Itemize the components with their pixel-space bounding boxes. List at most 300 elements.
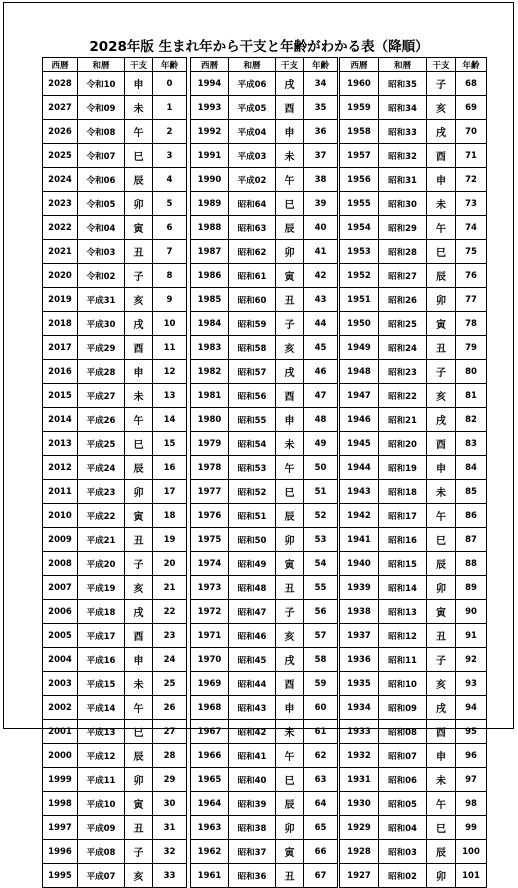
japanese-era-cell: 昭和61: [229, 264, 276, 288]
japanese-era-cell: 平成05: [229, 96, 276, 120]
header-japanese-era: 和暦: [229, 58, 276, 72]
age-cell: 59: [304, 672, 338, 696]
japanese-era-cell: 昭和62: [229, 240, 276, 264]
zodiac-cell: 亥: [427, 672, 456, 696]
table-header-row: [43, 58, 187, 72]
japanese-era-cell: 平成10: [78, 792, 125, 816]
age-cell: 11: [153, 336, 187, 360]
table-row: [191, 96, 338, 120]
table-row: [43, 96, 187, 120]
age-cell: 69: [456, 96, 487, 120]
japanese-era-cell: 平成14: [78, 696, 125, 720]
zodiac-cell: 丑: [125, 816, 153, 840]
age-cell: 76: [456, 264, 487, 288]
age-cell: 83: [456, 432, 487, 456]
western-year-cell: 1999: [43, 768, 78, 792]
table-row: [191, 240, 338, 264]
japanese-era-cell: 昭和23: [379, 360, 427, 384]
western-year-cell: 2028: [43, 72, 78, 96]
western-year-cell: 1996: [43, 840, 78, 864]
zodiac-cell: 酉: [125, 336, 153, 360]
western-year-cell: 1956: [340, 168, 379, 192]
zodiac-cell: 戌: [427, 408, 456, 432]
western-year-cell: 1941: [340, 528, 379, 552]
western-year-cell: 1935: [340, 672, 379, 696]
age-cell: 75: [456, 240, 487, 264]
zodiac-cell: 丑: [427, 336, 456, 360]
age-cell: 62: [304, 744, 338, 768]
zodiac-cell: 寅: [427, 600, 456, 624]
zodiac-cell: 巳: [427, 528, 456, 552]
western-year-cell: 1950: [340, 312, 379, 336]
table-row: [191, 288, 338, 312]
age-cell: 97: [456, 768, 487, 792]
western-year-cell: 1955: [340, 192, 379, 216]
age-cell: 81: [456, 384, 487, 408]
western-year-cell: 2006: [43, 600, 78, 624]
western-year-cell: 1942: [340, 504, 379, 528]
zodiac-cell: 未: [125, 384, 153, 408]
zodiac-cell: 寅: [276, 840, 304, 864]
table-row: [340, 744, 487, 768]
header-age: 年齢: [304, 58, 338, 72]
age-table-column-2: [190, 57, 338, 888]
table-row: [43, 744, 187, 768]
western-year-cell: 2021: [43, 240, 78, 264]
age-cell: 94: [456, 696, 487, 720]
table-row: [191, 552, 338, 576]
table-row: [191, 192, 338, 216]
japanese-era-cell: 昭和44: [229, 672, 276, 696]
japanese-era-cell: 昭和59: [229, 312, 276, 336]
japanese-era-cell: 平成23: [78, 480, 125, 504]
zodiac-cell: 丑: [125, 240, 153, 264]
japanese-era-cell: 昭和27: [379, 264, 427, 288]
japanese-era-cell: 昭和17: [379, 504, 427, 528]
japanese-era-cell: 昭和51: [229, 504, 276, 528]
western-year-cell: 2010: [43, 504, 78, 528]
japanese-era-cell: 昭和55: [229, 408, 276, 432]
japanese-era-cell: 令和04: [78, 216, 125, 240]
table-row: [43, 696, 187, 720]
age-cell: 84: [456, 456, 487, 480]
zodiac-cell: 巳: [276, 480, 304, 504]
zodiac-cell: 戌: [427, 120, 456, 144]
japanese-era-cell: 昭和13: [379, 600, 427, 624]
western-year-cell: 2027: [43, 96, 78, 120]
zodiac-cell: 辰: [125, 168, 153, 192]
header-zodiac: 干支: [276, 58, 304, 72]
table-row: [191, 624, 338, 648]
western-year-cell: 1931: [340, 768, 379, 792]
table-row: [43, 168, 187, 192]
zodiac-cell: 酉: [276, 96, 304, 120]
western-year-cell: 2011: [43, 480, 78, 504]
zodiac-cell: 亥: [125, 288, 153, 312]
table-row: [191, 816, 338, 840]
table-row: [340, 504, 487, 528]
table-row: [191, 456, 338, 480]
japanese-era-cell: 昭和39: [229, 792, 276, 816]
western-year-cell: 1961: [191, 864, 229, 888]
zodiac-cell: 酉: [427, 144, 456, 168]
zodiac-cell: 卯: [427, 864, 456, 888]
table-row: [43, 408, 187, 432]
western-year-cell: 1933: [340, 720, 379, 744]
zodiac-cell: 午: [125, 120, 153, 144]
age-cell: 48: [304, 408, 338, 432]
age-cell: 6: [153, 216, 187, 240]
table-row: [340, 336, 487, 360]
table-row: [43, 864, 187, 888]
table-row: [43, 72, 187, 96]
western-year-cell: 1954: [340, 216, 379, 240]
japanese-era-cell: 令和10: [78, 72, 125, 96]
zodiac-cell: 寅: [125, 504, 153, 528]
western-year-cell: 1946: [340, 408, 379, 432]
header-japanese-era: 和暦: [78, 58, 125, 72]
zodiac-cell: 卯: [276, 528, 304, 552]
age-cell: 60: [304, 696, 338, 720]
age-cell: 63: [304, 768, 338, 792]
western-year-cell: 1967: [191, 720, 229, 744]
japanese-era-cell: 昭和50: [229, 528, 276, 552]
western-year-cell: 2017: [43, 336, 78, 360]
table-row: [191, 312, 338, 336]
age-cell: 56: [304, 600, 338, 624]
age-cell: 101: [456, 864, 487, 888]
zodiac-cell: 辰: [125, 744, 153, 768]
zodiac-cell: 子: [427, 648, 456, 672]
western-year-cell: 1985: [191, 288, 229, 312]
western-year-cell: 1991: [191, 144, 229, 168]
zodiac-cell: 丑: [427, 624, 456, 648]
age-table-column-3: [339, 57, 487, 888]
zodiac-cell: 辰: [125, 456, 153, 480]
table-row: [43, 336, 187, 360]
header-zodiac: 干支: [427, 58, 456, 72]
western-year-cell: 2012: [43, 456, 78, 480]
age-cell: 17: [153, 480, 187, 504]
japanese-era-cell: 昭和07: [379, 744, 427, 768]
table-row: [340, 624, 487, 648]
western-year-cell: 1983: [191, 336, 229, 360]
zodiac-cell: 亥: [276, 336, 304, 360]
western-year-cell: 2022: [43, 216, 78, 240]
japanese-era-cell: 平成21: [78, 528, 125, 552]
table-row: [340, 432, 487, 456]
age-cell: 25: [153, 672, 187, 696]
western-year-cell: 2000: [43, 744, 78, 768]
table-row: [191, 384, 338, 408]
age-cell: 14: [153, 408, 187, 432]
japanese-era-cell: 昭和46: [229, 624, 276, 648]
table-row: [191, 480, 338, 504]
western-year-cell: 1978: [191, 456, 229, 480]
age-cell: 77: [456, 288, 487, 312]
japanese-era-cell: 平成20: [78, 552, 125, 576]
table-row: [43, 192, 187, 216]
table-row: [43, 216, 187, 240]
table-row: [340, 96, 487, 120]
table-row: [191, 528, 338, 552]
zodiac-cell: 午: [427, 504, 456, 528]
japanese-era-cell: 昭和18: [379, 480, 427, 504]
age-cell: 72: [456, 168, 487, 192]
zodiac-cell: 卯: [427, 288, 456, 312]
table-row: [191, 672, 338, 696]
header-western-year: 西暦: [340, 58, 379, 72]
table-row: [191, 144, 338, 168]
western-year-cell: 2026: [43, 120, 78, 144]
western-year-cell: 1932: [340, 744, 379, 768]
western-year-cell: 2007: [43, 576, 78, 600]
age-cell: 24: [153, 648, 187, 672]
zodiac-cell: 酉: [125, 624, 153, 648]
western-year-cell: 1975: [191, 528, 229, 552]
western-year-cell: 1970: [191, 648, 229, 672]
japanese-era-cell: 平成19: [78, 576, 125, 600]
table-row: [43, 768, 187, 792]
table-row: [43, 528, 187, 552]
japanese-era-cell: 昭和54: [229, 432, 276, 456]
japanese-era-cell: 平成18: [78, 600, 125, 624]
western-year-cell: 1968: [191, 696, 229, 720]
zodiac-cell: 子: [427, 360, 456, 384]
age-cell: 52: [304, 504, 338, 528]
table-row: [340, 456, 487, 480]
age-cell: 78: [456, 312, 487, 336]
zodiac-cell: 申: [427, 456, 456, 480]
table-row: [191, 648, 338, 672]
zodiac-cell: 酉: [276, 384, 304, 408]
age-cell: 66: [304, 840, 338, 864]
table-row: [340, 552, 487, 576]
table-row: [340, 216, 487, 240]
table-row: [191, 360, 338, 384]
table-row: [340, 288, 487, 312]
table-row: [191, 336, 338, 360]
age-cell: 7: [153, 240, 187, 264]
zodiac-cell: 申: [276, 120, 304, 144]
japanese-era-cell: 昭和56: [229, 384, 276, 408]
table-row: [43, 456, 187, 480]
japanese-era-cell: 令和07: [78, 144, 125, 168]
western-year-cell: 2003: [43, 672, 78, 696]
age-cell: 85: [456, 480, 487, 504]
western-year-cell: 2014: [43, 408, 78, 432]
western-year-cell: 1997: [43, 816, 78, 840]
japanese-era-cell: 昭和43: [229, 696, 276, 720]
japanese-era-cell: 昭和09: [379, 696, 427, 720]
western-year-cell: 2025: [43, 144, 78, 168]
table-row: [191, 840, 338, 864]
age-cell: 10: [153, 312, 187, 336]
western-year-cell: 1998: [43, 792, 78, 816]
age-cell: 37: [304, 144, 338, 168]
table-row: [43, 600, 187, 624]
western-year-cell: 1952: [340, 264, 379, 288]
japanese-era-cell: 令和03: [78, 240, 125, 264]
japanese-era-cell: 昭和63: [229, 216, 276, 240]
japanese-era-cell: 昭和52: [229, 480, 276, 504]
age-cell: 33: [153, 864, 187, 888]
zodiac-cell: 午: [276, 168, 304, 192]
zodiac-cell: 巳: [125, 144, 153, 168]
japanese-era-cell: 昭和25: [379, 312, 427, 336]
age-cell: 86: [456, 504, 487, 528]
japanese-era-cell: 平成16: [78, 648, 125, 672]
age-cell: 38: [304, 168, 338, 192]
age-cell: 26: [153, 696, 187, 720]
table-row: [191, 264, 338, 288]
age-cell: 12: [153, 360, 187, 384]
table-row: [191, 600, 338, 624]
zodiac-cell: 寅: [276, 264, 304, 288]
table-row: [43, 816, 187, 840]
zodiac-cell: 卯: [276, 816, 304, 840]
zodiac-cell: 午: [276, 456, 304, 480]
japanese-era-cell: 平成31: [78, 288, 125, 312]
table-row: [340, 576, 487, 600]
western-year-cell: 1982: [191, 360, 229, 384]
western-year-cell: 1992: [191, 120, 229, 144]
western-year-cell: 1963: [191, 816, 229, 840]
western-year-cell: 1989: [191, 192, 229, 216]
japanese-era-cell: 昭和05: [379, 792, 427, 816]
zodiac-cell: 巳: [125, 720, 153, 744]
table-row: [43, 384, 187, 408]
zodiac-cell: 未: [125, 672, 153, 696]
table-row: [191, 792, 338, 816]
age-cell: 55: [304, 576, 338, 600]
zodiac-cell: 子: [125, 264, 153, 288]
age-cell: 27: [153, 720, 187, 744]
age-cell: 99: [456, 816, 487, 840]
western-year-cell: 1940: [340, 552, 379, 576]
zodiac-cell: 午: [125, 408, 153, 432]
japanese-era-cell: 平成29: [78, 336, 125, 360]
japanese-era-cell: 昭和04: [379, 816, 427, 840]
japanese-era-cell: 昭和33: [379, 120, 427, 144]
japanese-era-cell: 昭和58: [229, 336, 276, 360]
table-row: [43, 792, 187, 816]
zodiac-cell: 巳: [276, 192, 304, 216]
table-row: [191, 864, 338, 888]
zodiac-cell: 子: [427, 72, 456, 96]
table-row: [191, 504, 338, 528]
western-year-cell: 1972: [191, 600, 229, 624]
table-row: [340, 240, 487, 264]
age-cell: 31: [153, 816, 187, 840]
age-cell: 96: [456, 744, 487, 768]
header-japanese-era: 和暦: [379, 58, 427, 72]
age-cell: 46: [304, 360, 338, 384]
zodiac-cell: 亥: [125, 576, 153, 600]
japanese-era-cell: 平成02: [229, 168, 276, 192]
japanese-era-cell: 昭和47: [229, 600, 276, 624]
zodiac-cell: 戌: [276, 360, 304, 384]
age-cell: 53: [304, 528, 338, 552]
western-year-cell: 2019: [43, 288, 78, 312]
zodiac-cell: 亥: [125, 864, 153, 888]
japanese-era-cell: 平成06: [229, 72, 276, 96]
age-cell: 28: [153, 744, 187, 768]
japanese-era-cell: 令和06: [78, 168, 125, 192]
table-row: [191, 744, 338, 768]
western-year-cell: 1984: [191, 312, 229, 336]
age-cell: 9: [153, 288, 187, 312]
zodiac-cell: 亥: [276, 624, 304, 648]
japanese-era-cell: 昭和48: [229, 576, 276, 600]
western-year-cell: 1937: [340, 624, 379, 648]
table-row: [340, 864, 487, 888]
japanese-era-cell: 昭和11: [379, 648, 427, 672]
western-year-cell: 2001: [43, 720, 78, 744]
age-cell: 15: [153, 432, 187, 456]
table-row: [340, 768, 487, 792]
age-cell: 70: [456, 120, 487, 144]
zodiac-cell: 戌: [276, 648, 304, 672]
table-row: [43, 480, 187, 504]
japanese-era-cell: 昭和08: [379, 720, 427, 744]
western-year-cell: 2009: [43, 528, 78, 552]
western-year-cell: 2018: [43, 312, 78, 336]
age-cell: 44: [304, 312, 338, 336]
western-year-cell: 1948: [340, 360, 379, 384]
japanese-era-cell: 昭和03: [379, 840, 427, 864]
zodiac-cell: 丑: [276, 864, 304, 888]
japanese-era-cell: 昭和14: [379, 576, 427, 600]
table-row: [191, 72, 338, 96]
western-year-cell: 1947: [340, 384, 379, 408]
western-year-cell: 2023: [43, 192, 78, 216]
japanese-era-cell: 平成22: [78, 504, 125, 528]
zodiac-cell: 寅: [427, 312, 456, 336]
age-cell: 22: [153, 600, 187, 624]
zodiac-cell: 午: [125, 696, 153, 720]
japanese-era-cell: 昭和42: [229, 720, 276, 744]
zodiac-cell: 未: [276, 720, 304, 744]
western-year-cell: 1995: [43, 864, 78, 888]
western-year-cell: 1971: [191, 624, 229, 648]
japanese-era-cell: 平成04: [229, 120, 276, 144]
age-table-column-1: [42, 57, 187, 888]
zodiac-cell: 丑: [276, 288, 304, 312]
japanese-era-cell: 昭和45: [229, 648, 276, 672]
age-cell: 42: [304, 264, 338, 288]
table-row: [43, 576, 187, 600]
age-cell: 29: [153, 768, 187, 792]
japanese-era-cell: 昭和37: [229, 840, 276, 864]
western-year-cell: 1986: [191, 264, 229, 288]
age-cell: 74: [456, 216, 487, 240]
japanese-era-cell: 昭和24: [379, 336, 427, 360]
japanese-era-cell: 平成30: [78, 312, 125, 336]
zodiac-cell: 未: [125, 96, 153, 120]
zodiac-cell: 酉: [427, 720, 456, 744]
western-year-cell: 1944: [340, 456, 379, 480]
age-cell: 90: [456, 600, 487, 624]
table-row: [340, 480, 487, 504]
japanese-era-cell: 平成09: [78, 816, 125, 840]
japanese-era-cell: 平成07: [78, 864, 125, 888]
header-western-year: 西暦: [43, 58, 78, 72]
japanese-era-cell: 昭和29: [379, 216, 427, 240]
age-cell: 18: [153, 504, 187, 528]
table-row: [191, 216, 338, 240]
western-year-cell: 1951: [340, 288, 379, 312]
